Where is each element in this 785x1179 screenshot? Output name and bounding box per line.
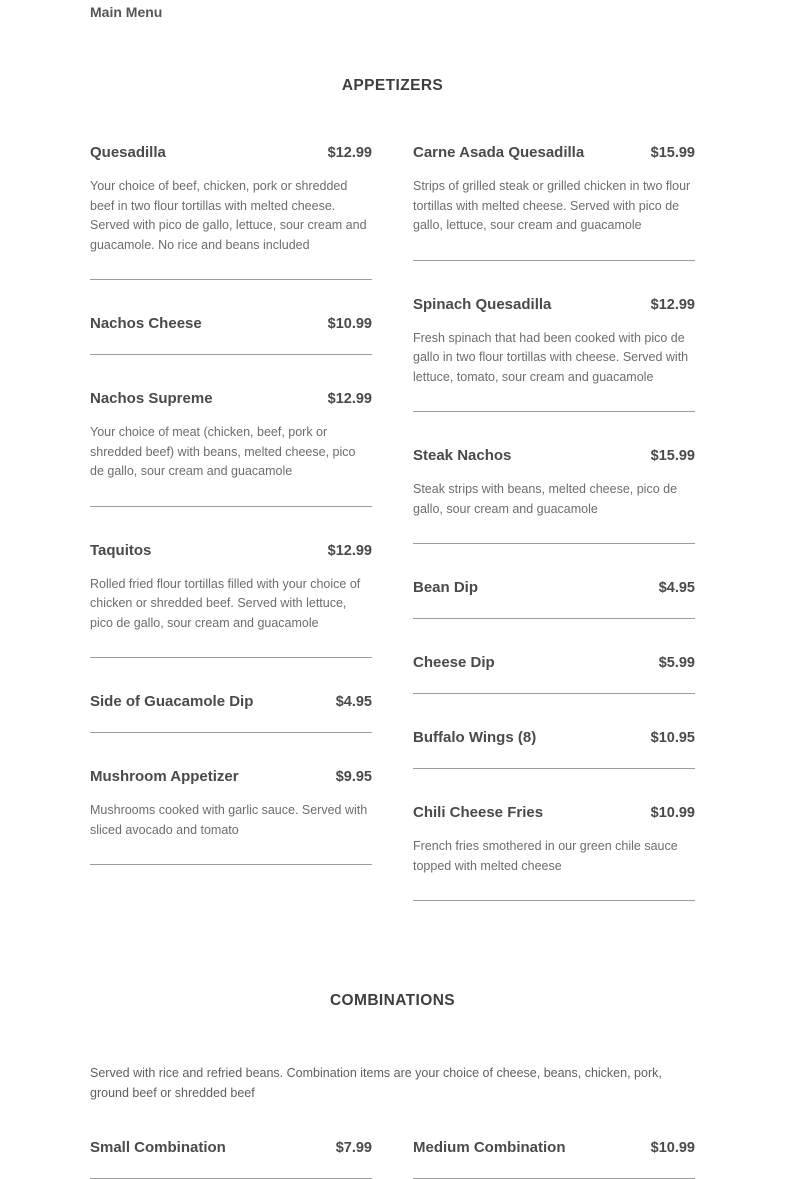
appetizers-columns: [90, 144, 695, 901]
combinations-columns: [90, 1139, 695, 1179]
item-row: [90, 1139, 372, 1156]
item-name: Side of Guacamole Dip: [90, 693, 254, 710]
item-price: $10.99: [650, 805, 695, 821]
item-name: Spinach Quesadilla: [413, 295, 552, 313]
appetizers-left-column: [90, 144, 372, 865]
menu-item-nachos-cheese: [90, 315, 372, 355]
menu-item-medium-combination: [413, 1139, 695, 1179]
item-description: Fresh spinach that had been cooked with pico de gallo in two flour tortillas with cheese. Served with lettuce, tomato, sour cream and guacamole: [413, 330, 689, 384]
item-description: Rolled fried flour tortillas filled with your choice of chicken or shredded beef. Served with lettuce, pico de gallo, sour cream and guacamole: [90, 576, 361, 630]
item-name: Buffalo Wings (8): [413, 729, 537, 746]
item-description: Mushrooms cooked with garlic sauce. Served with sliced avocado and tomato: [90, 803, 368, 837]
item-price: $10.99: [327, 316, 372, 332]
menu-item-spinach-quesadilla: [413, 296, 695, 413]
menu-item-chili-cheese-fries: [413, 804, 695, 901]
menu-item-cheese-dip: [413, 654, 695, 694]
item-price: $10.95: [650, 730, 695, 746]
page-title: Main Menu: [90, 4, 163, 20]
combinations-intro: Served with rice and refried beans. Combination items are your choice of cheese, beans, chicken, pork, ground beef or shredded beef: [90, 1066, 662, 1100]
item-row: [90, 315, 372, 332]
item-name: Medium Combination: [413, 1139, 566, 1156]
section-heading-appetizers: APPETIZERS: [341, 77, 444, 94]
item-price: $15.99: [650, 145, 695, 161]
item-price: $4.95: [335, 694, 372, 710]
combinations-section: [90, 992, 695, 1179]
menu-item-small-combination: [90, 1139, 372, 1179]
item-row: [413, 296, 695, 313]
item-price: $12.99: [327, 145, 372, 161]
item-name: Chili Cheese Fries: [413, 804, 544, 821]
item-name: Nachos Supreme: [90, 390, 213, 407]
menu-item-mushroom-appetizer: [90, 768, 372, 865]
item-row: [413, 1139, 695, 1156]
menu-item-bean-dip: [413, 579, 695, 619]
item-name: Steak Nachos: [413, 447, 512, 464]
item-description: French fries smothered in our green chile sauce topped with melted cheese: [413, 839, 678, 873]
item-price: $12.99: [327, 391, 372, 407]
item-row: [413, 804, 695, 821]
item-name: Cheese Dip: [413, 654, 495, 671]
item-name: Carne Asada Quesadilla: [413, 144, 585, 161]
item-price: $12.99: [327, 542, 372, 559]
item-name: Nachos Cheese: [90, 315, 202, 332]
item-row: [413, 144, 695, 161]
item-price: $10.99: [650, 1140, 695, 1156]
item-name: Taquitos: [90, 541, 152, 559]
item-description: Strips of grilled steak or grilled chicken in two flour tortillas with melted cheese. Served with pico de gallo, lettuce, sour cream and guacamole: [413, 179, 691, 232]
item-description: Your choice of beef, chicken, pork or shredded beef in two flour tortillas with melted cheese. Served with pico de gallo, lettuce, sour cream and guacamole. No rice and beans included: [90, 179, 367, 252]
item-row: [413, 447, 695, 464]
item-name: Quesadilla: [90, 144, 166, 161]
item-row: [413, 579, 695, 596]
section-heading-combinations: COMBINATIONS: [329, 992, 456, 1009]
item-price: $15.99: [650, 448, 695, 464]
menu-item-quesadilla: [90, 144, 372, 280]
item-row: [90, 693, 372, 710]
item-description: Your choice of meat (chicken, beef, pork or shredded beef) with beans, melted cheese, pico de gallo, sour cream and guacamole: [90, 425, 356, 478]
menu-item-side-of-guacamole-dip: [90, 693, 372, 733]
item-row: [90, 144, 372, 161]
item-row: [90, 542, 372, 559]
item-row: [90, 390, 372, 407]
menu-item-steak-nachos: [413, 447, 695, 544]
appetizers-right-column: [413, 144, 695, 901]
item-name: Mushroom Appetizer: [90, 768, 239, 785]
item-price: $7.99: [335, 1140, 372, 1156]
item-row: [413, 654, 695, 671]
menu-item-nachos-supreme: [90, 390, 372, 507]
item-price: $9.95: [335, 769, 372, 785]
item-description: Steak strips with beans, melted cheese, pico de gallo, sour cream and guacamole: [413, 482, 678, 516]
item-price: $5.99: [658, 655, 695, 671]
menu-item-buffalo-wings: [413, 729, 695, 769]
combinations-left-column: [90, 1139, 372, 1179]
item-price: $12.99: [650, 296, 695, 313]
item-name: Bean Dip: [413, 579, 479, 596]
menu-item-carne-asada-quesadilla: [413, 144, 695, 261]
item-price: $4.95: [658, 580, 695, 596]
item-row: [413, 729, 695, 746]
item-name: Small Combination: [90, 1139, 226, 1156]
menu-item-taquitos: [90, 542, 372, 659]
combinations-right-column: [413, 1139, 695, 1179]
item-row: [90, 768, 372, 785]
